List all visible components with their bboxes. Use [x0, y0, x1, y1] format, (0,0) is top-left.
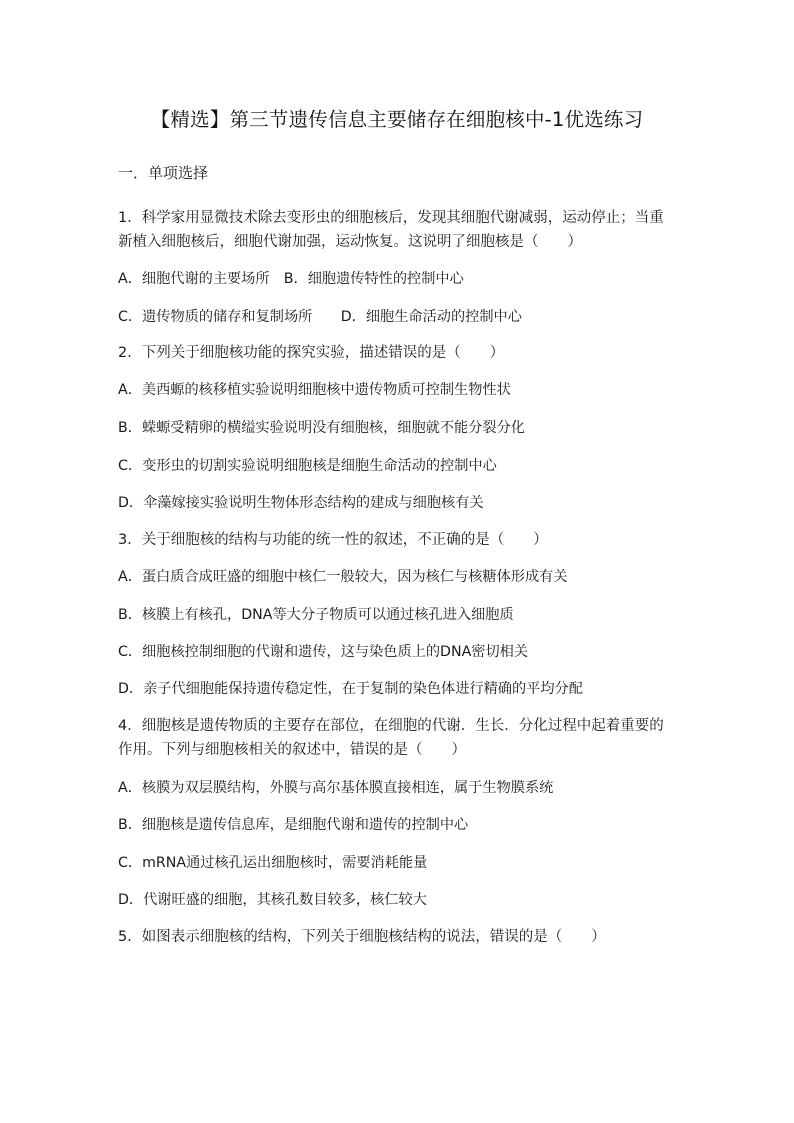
question-3-stem: 3．关于细胞核的结构与功能的统一性的叙述，不正确的是（ ）	[118, 532, 548, 548]
question-3-option-d: D．亲子代细胞能保持遗传稳定性，在于复制的染色体进行精确的平均分配	[118, 681, 583, 697]
question-3-option-b: B．核膜上有核孔，DNA等大分子物质可以通过核孔进入细胞质	[118, 607, 514, 623]
question-4-line-2: 作用。下列与细胞核相关的叙述中，错误的是（ ）	[118, 742, 466, 758]
question-1-line-2: 新植入细胞核后，细胞代谢加强，运动恢复。这说明了细胞核是（ ）	[118, 234, 582, 250]
question-4-line-1: 4．细胞核是遗传物质的主要存在部位，在细胞的代谢．生长．分化过程中起着重要的	[118, 718, 664, 734]
question-3-option-c: C．细胞核控制细胞的代谢和遗传，这与染色质上的DNA密切相关	[118, 644, 529, 660]
question-4-option-c: C．mRNA通过核孔运出细胞核时，需要消耗能量	[118, 855, 428, 871]
question-4-option-a: A．核膜为双层膜结构，外膜与高尔基体膜直接相连，属于生物膜系统	[118, 780, 554, 796]
question-1-options-ab: A．细胞代谢的主要场所 B．细胞遗传特性的控制中心	[118, 271, 464, 287]
question-3-option-a: A．蛋白质合成旺盛的细胞中核仁一般较大，因为核仁与核糖体形成有关	[118, 569, 568, 585]
question-2-option-c: C．变形虫的切割实验说明细胞核是细胞生命活动的控制中心	[118, 458, 497, 474]
question-2-option-a: A．美西螈的核移植实验说明细胞核中遗传物质可控制生物性状	[118, 382, 511, 398]
question-4-option-b: B．细胞核是遗传信息库，是细胞代谢和遗传的控制中心	[118, 817, 469, 833]
question-2-stem: 2．下列关于细胞核功能的探究实验，描述错误的是（ ）	[118, 345, 505, 361]
question-2-option-d: D．伞藻嫁接实验说明生物体形态结构的建成与细胞核有关	[118, 495, 484, 511]
question-5-stem: 5．如图表示细胞核的结构，下列关于细胞核结构的说法，错误的是（ ）	[118, 929, 606, 945]
question-1-options-cd: C．遗传物质的储存和复制场所 D．细胞生命活动的控制中心	[118, 309, 522, 325]
section-heading: 一．单项选择	[118, 164, 209, 182]
question-2-option-b: B．蝾螈受精卵的横缢实验说明没有细胞核，细胞就不能分裂分化	[118, 420, 525, 436]
question-1-line-1: 1．科学家用显微技术除去变形虫的细胞核后，发现其细胞代谢减弱，运动停止；当重	[118, 210, 664, 226]
question-4-option-d: D．代谢旺盛的细胞，其核孔数目较多，核仁较大	[118, 892, 427, 908]
document-title: 【精选】第三节遗传信息主要储存在细胞核中-1优选练习	[150, 108, 644, 131]
